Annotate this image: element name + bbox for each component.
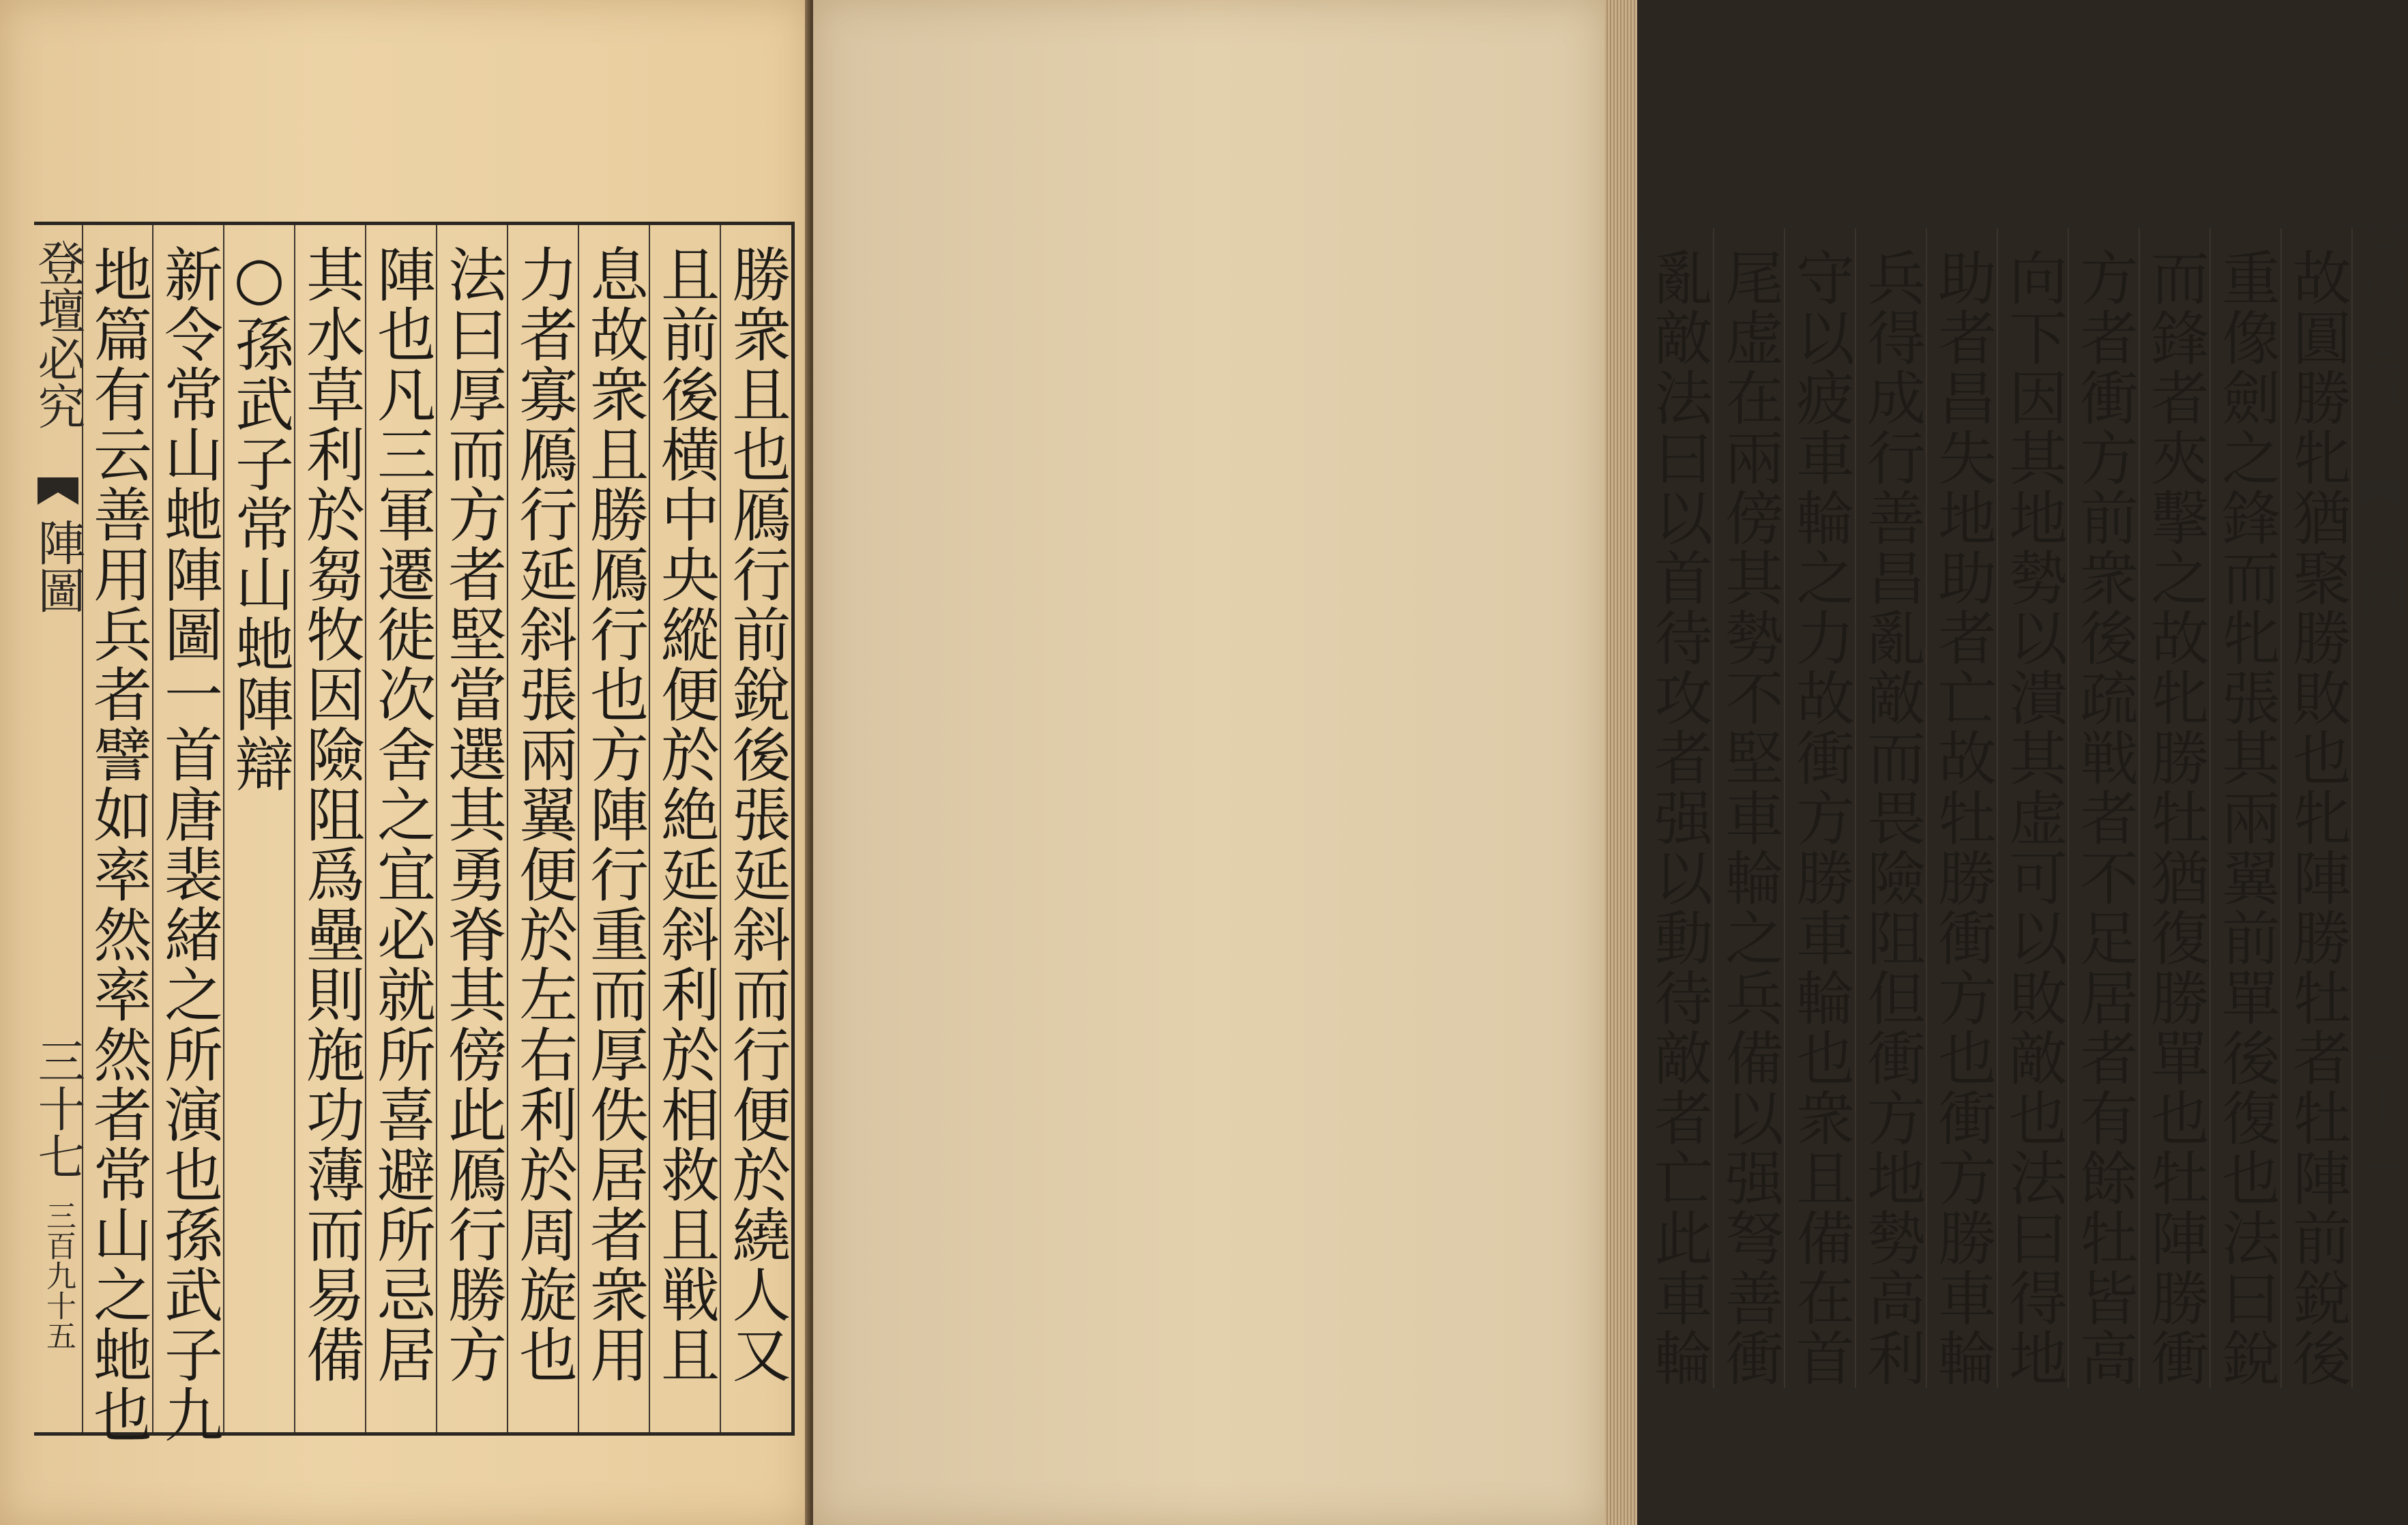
fold-section-title: 陣圖 bbox=[30, 518, 86, 614]
fold-book-title: 登壇必究 bbox=[30, 239, 86, 430]
text-column: 地篇有云善用兵者譬如率然率然者常山之虵也 bbox=[83, 225, 153, 1432]
fish-tail-mark bbox=[38, 477, 78, 505]
text-column: 故圓勝牝猶聚勝敗也牝陣勝牡者牡陣前銳後 bbox=[2282, 228, 2353, 1388]
text-column: 息故衆且勝鴈行也方陣行重而厚佚居者衆用 bbox=[579, 225, 650, 1432]
text-column: 其水草利於芻牧因險阻爲壘則施功薄而易備 bbox=[295, 225, 366, 1432]
fish-tail-mark bbox=[2360, 481, 2400, 508]
fold-small-note: 陣圖卅二 bbox=[2363, 1204, 2398, 1324]
left-page bbox=[0, 0, 808, 1525]
left-fold-column bbox=[30, 225, 86, 1432]
text-column: 守以疲車輪之力故衝方勝車輪也衆且備在首 bbox=[1785, 228, 1856, 1388]
text-column: 陣也凡三軍遷徙次舍之宜必就所喜避所忌居 bbox=[366, 225, 437, 1432]
text-column: 尾虚在兩傍其勢不堅車輪之兵備以强弩善衝 bbox=[1714, 228, 1785, 1388]
text-column: 亂敵法曰以首待攻者强以動待敵者亡此車輪 bbox=[1643, 228, 1714, 1388]
page-edges bbox=[1604, 0, 1637, 1525]
right-page-frame bbox=[1640, 215, 2408, 1391]
text-column: 重像劍之鋒而牝張其兩翼前單後復也法曰銳 bbox=[2211, 228, 2282, 1388]
text-column: 兵得成行善昌亂敵而畏險阻但衝方地勢高利 bbox=[1856, 228, 1927, 1388]
fold-small-note: 三百九十五 bbox=[41, 1200, 76, 1350]
left-page-frame bbox=[30, 222, 795, 1445]
text-column: 新令常山虵陣圖一首唐裴緒之所演也孫武子九 bbox=[153, 225, 224, 1432]
fold-folio-number: 三十二 bbox=[2352, 1033, 2408, 1176]
fold-section-title: 陣圖 bbox=[2352, 522, 2408, 617]
right-page bbox=[813, 0, 2408, 1525]
text-column: 而鋒者夾擊之故牝勝牡猶復勝單也牡陣勝衝 bbox=[2140, 228, 2211, 1388]
text-column: 法曰厚而方者堅當選其勇脊其傍此鴈行勝方 bbox=[437, 225, 508, 1432]
right-fold-column bbox=[2352, 215, 2408, 1388]
text-column: ○孫武子常山虵陣辯 bbox=[224, 225, 295, 1432]
text-column: 勝衆且也鴈行前銳後張延斜而行便於繞人又 bbox=[722, 244, 791, 1385]
text-column: 助者昌失地助者亡故牡勝衝方也衝方勝車輪 bbox=[1927, 228, 1998, 1388]
text-column: 且前後横中央縱便於絶延斜利於相救且戦且 bbox=[650, 225, 721, 1432]
text-column: 力者寡鴈行延斜張兩翼便於左右利於周旋也 bbox=[508, 225, 579, 1432]
fold-book-title: 登壇必究 bbox=[2352, 215, 2408, 406]
text-column: 向下因其地勢以潰其虚可以敗敵也法曰得地 bbox=[1998, 228, 2069, 1388]
fold-folio-number: 三十七 bbox=[30, 1037, 86, 1180]
text-column: 方者衝方前衆後疏戦者不足居者有餘牡皆高 bbox=[2069, 228, 2140, 1388]
